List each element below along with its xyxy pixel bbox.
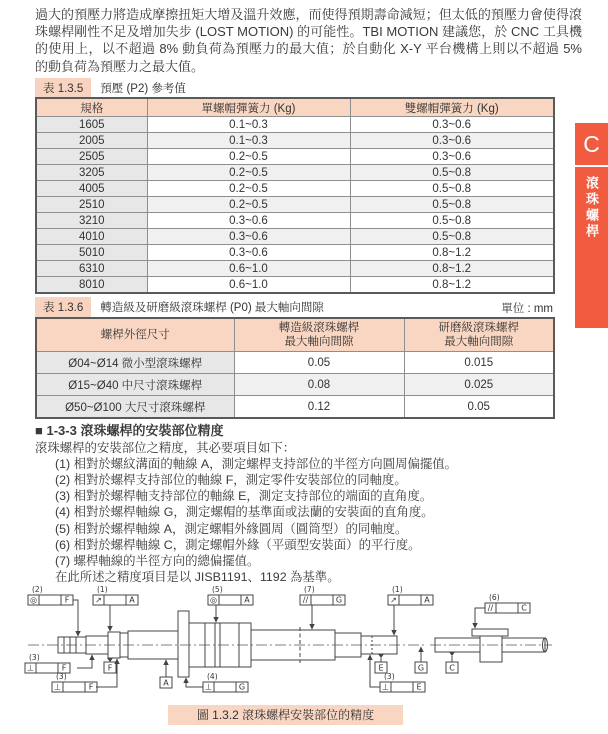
table-row (36, 352, 554, 374)
table-cell: 0.3~0.6 (350, 149, 554, 165)
table-cell: 3210 (36, 213, 147, 229)
table-cell: 0.5~0.8 (350, 213, 554, 229)
table-cell: Ø04~Ø14 微小型滾珠螺桿 (36, 352, 234, 374)
list-item: (5) 相對於螺桿軸線 A，測定螺帽外緣圓周（圓筒型）的同軸度。 (55, 521, 408, 536)
table-row (36, 213, 554, 229)
column-header-ground (404, 318, 554, 352)
table-136-label (35, 297, 324, 314)
gdt-symbol: ⊥ (382, 682, 389, 692)
list-item: (6) 相對於螺桿軸線 C，測定螺帽外緣（平頭型安裝面）的平行度。 (55, 537, 421, 552)
chapter-side-tab (575, 123, 608, 328)
table-cell: 8010 (36, 277, 147, 294)
table-cell: 3205 (36, 165, 147, 181)
table-cell: 2510 (36, 197, 147, 213)
table-cell: 0.05 (234, 352, 404, 374)
list-item: (7) 螺桿軸線的半徑方向的總偏擺值。 (55, 553, 260, 568)
list-item: (3) 相對於螺桿軸支持部位的軸線 E，測定支持部位的端面的直角度。 (55, 489, 433, 504)
table-row (36, 277, 554, 294)
table-cell: 0.3~0.6 (350, 133, 554, 149)
table-header-row (36, 98, 554, 117)
gdt-frame-3a (25, 653, 70, 673)
gdt-symbol: // (487, 603, 494, 613)
table-cell: 0.3~0.6 (147, 229, 350, 245)
gdt-symbol: ⊥ (205, 682, 212, 692)
svg-text:(5): (5) (212, 585, 223, 594)
table-cell: 0.5~0.8 (350, 165, 554, 181)
gdt-datum-ref: E (416, 682, 422, 692)
section-intro: 滾珠螺桿的安裝部位之精度，其必要項目如下： (35, 441, 296, 456)
column-header-single-nut: 單螺帽彈簧力 (Kg) (147, 98, 350, 117)
intro-paragraph: 過大的預壓力將造成摩擦扭矩大增及溫升效應，而使得預期壽命減短；但太低的預壓力會使得滾珠螺桿剛性不足及增加失步 (LOST MOTION) 的可能性。TBI MOTION 建議您，於 CNC 工具機的使用上，以不超過 8% 動負荷為預壓力的最大值；於自動化 X-Y 平台機構上則以不超過 5% 的動負荷為預壓力之最大值。 (35, 7, 582, 74)
table-135-tag: 表 1.3.5 (35, 78, 91, 98)
table-cell: 0.2~0.5 (147, 197, 350, 213)
datum-box-a (160, 677, 172, 688)
column-header-spec: 規格 (36, 98, 147, 117)
section-items (35, 456, 580, 569)
datum-box-c (446, 662, 458, 673)
svg-text:(7): (7) (304, 585, 315, 594)
gdt-symbol: ◎ (210, 595, 217, 605)
gdt-frame-1b (388, 585, 433, 605)
table-cell: 4010 (36, 229, 147, 245)
gdt-datum-ref: A (424, 595, 430, 605)
gdt-frame-3b (52, 672, 97, 692)
gdt-symbol: ↗ (95, 595, 102, 605)
datum-triangle-c (449, 652, 455, 656)
table-135-title: 預壓 (P2) 參考值 (100, 83, 186, 95)
table-cell: 0.3~0.6 (350, 117, 554, 133)
table-cell: 0.6~1.0 (147, 277, 350, 294)
table-row (36, 245, 554, 261)
table-cell: 0.1~0.3 (147, 133, 350, 149)
svg-text:G: G (417, 663, 425, 673)
gdt-datum-ref: A (129, 595, 135, 605)
gdt-frame-2 (28, 585, 73, 605)
square-bullet-icon: ■ (35, 423, 43, 438)
datum-triangle-f (107, 658, 113, 662)
section-heading-text: 1-3-3 滾珠螺桿的安裝部位精度 (46, 423, 224, 438)
header-line: 最大軸向間隙 (444, 336, 514, 348)
nut-flange (178, 611, 189, 677)
table-cell: 0.05 (404, 396, 554, 419)
list-item: (2) 相對於螺桿支持部位的軸線 F，測定零件安裝部位的同軸度。 (55, 473, 407, 488)
table-row (36, 229, 554, 245)
table-row (36, 149, 554, 165)
table-row (36, 117, 554, 133)
table-cell: 0.8~1.2 (350, 277, 554, 294)
svg-text:(3): (3) (384, 672, 395, 681)
gdt-symbol: // (302, 595, 309, 605)
datum-triangle-e (378, 654, 384, 658)
gdt-datum-ref: G (335, 595, 343, 605)
chapter-label: 滾珠螺桿 (584, 176, 599, 240)
unit-label: 單位 : mm (501, 303, 553, 315)
svg-text:E: E (378, 663, 384, 673)
gdt-frame-7 (300, 585, 345, 605)
table-cell: 6310 (36, 261, 147, 277)
datum-box-f (104, 662, 116, 673)
table-row (36, 133, 554, 149)
chapter-letter: C (575, 123, 608, 167)
gdt-datum-ref: A (244, 595, 250, 605)
gdt-frame-6 (485, 593, 530, 613)
table-cell: 1605 (36, 117, 147, 133)
gdt-datum-ref: F (64, 595, 70, 605)
gdt-symbol: ◎ (30, 595, 37, 605)
table-cell: 0.2~0.5 (147, 181, 350, 197)
svg-text:(3): (3) (56, 672, 67, 681)
table-136-title: 轉造級及研磨級滾珠螺桿 (P0) 最大軸向間隙 (100, 302, 324, 314)
table-cell: 0.8~1.2 (350, 245, 554, 261)
table-cell: 0.2~0.5 (147, 165, 350, 181)
table-cell: 0.025 (404, 374, 554, 396)
nut-unit-flange (472, 629, 508, 636)
table-cell: 2005 (36, 133, 147, 149)
table-cell: 0.5~0.8 (350, 197, 554, 213)
column-header-diameter: 螺桿外徑尺寸 (36, 318, 234, 352)
figure-caption: 圖 1.3.2 滾珠螺桿安裝部位的精度 (168, 705, 403, 725)
table-cell: 0.1~0.3 (147, 117, 350, 133)
section-1-3-3 (35, 423, 580, 585)
svg-text:(4): (4) (207, 672, 218, 681)
svg-text:C: C (449, 663, 455, 673)
table-136-tag: 表 1.3.6 (35, 297, 91, 317)
table-cell: 0.3~0.6 (147, 213, 350, 229)
svg-text:A: A (163, 678, 169, 688)
table-cell: Ø50~Ø100 大尺寸滾珠螺桿 (36, 396, 234, 419)
table-cell: 4005 (36, 181, 147, 197)
table-cell: 0.2~0.5 (147, 149, 350, 165)
table-cell: 5010 (36, 245, 147, 261)
svg-text:(2): (2) (32, 585, 43, 594)
gdt-datum-ref: F (61, 663, 67, 673)
section-footnote: 在此所述之精度項目是以 JISB1191、1192 為基準。 (55, 569, 340, 584)
gdt-symbol: ↗ (390, 595, 397, 605)
svg-text:(1): (1) (392, 585, 403, 594)
gdt-datum-ref: G (238, 682, 246, 692)
table-cell: 0.015 (404, 352, 554, 374)
table-cell: 0.08 (234, 374, 404, 396)
list-item: (1) 相對於螺紋溝面的軸線 A，測定螺桿支持部位的半徑方向圓周偏擺值。 (55, 457, 458, 472)
gdt-frame-1a (93, 585, 138, 605)
table-header-row (36, 318, 554, 352)
table-row (36, 396, 554, 419)
gdt-symbol: ⊥ (54, 682, 61, 692)
ballscrew-mounting-diagram (20, 583, 590, 703)
column-header-double-nut: 雙螺帽彈簧力 (Kg) (350, 98, 554, 117)
svg-text:F: F (107, 663, 113, 673)
gdt-frame-4 (203, 672, 248, 692)
table-cell: 0.6~1.0 (147, 261, 350, 277)
table-cell: 0.5~0.8 (350, 181, 554, 197)
gdt-datum-ref: C (521, 603, 527, 613)
preload-reference-table (35, 97, 555, 294)
table-cell: 2505 (36, 149, 147, 165)
svg-text:(6): (6) (489, 593, 500, 602)
svg-text:(1): (1) (97, 585, 108, 594)
section-heading (35, 423, 580, 439)
header-line: 研磨級滾珠螺桿 (438, 322, 519, 334)
gdt-frame-3c (380, 672, 425, 692)
axial-play-table (35, 317, 555, 419)
table-cell: Ø15~Ø40 中尺寸滾珠螺桿 (36, 374, 234, 396)
table-row (36, 181, 554, 197)
gdt-datum-ref: F (88, 682, 94, 692)
datum-box-g (415, 662, 427, 673)
gdt-symbol: ⊥ (27, 663, 34, 673)
header-line: 最大軸向間隙 (284, 336, 354, 348)
header-line: 轉造級滾珠螺桿 (278, 322, 360, 334)
list-item: (4) 相對於螺桿軸線 G，測定螺帽的基準面或法蘭的安裝面的直角度。 (55, 505, 434, 520)
column-header-rolled (234, 318, 404, 352)
table-cell: 0.8~1.2 (350, 261, 554, 277)
table-row (36, 197, 554, 213)
table-cell: 0.5~0.8 (350, 229, 554, 245)
table-135-label (35, 78, 186, 95)
table-row (36, 261, 554, 277)
table-cell: 0.3~0.6 (147, 245, 350, 261)
nut-unit-body (480, 636, 502, 662)
table-cell: 0.12 (234, 396, 404, 419)
gdt-frame-5 (208, 585, 253, 605)
table-row (36, 165, 554, 181)
table-row (36, 374, 554, 396)
svg-text:(3): (3) (29, 653, 40, 662)
